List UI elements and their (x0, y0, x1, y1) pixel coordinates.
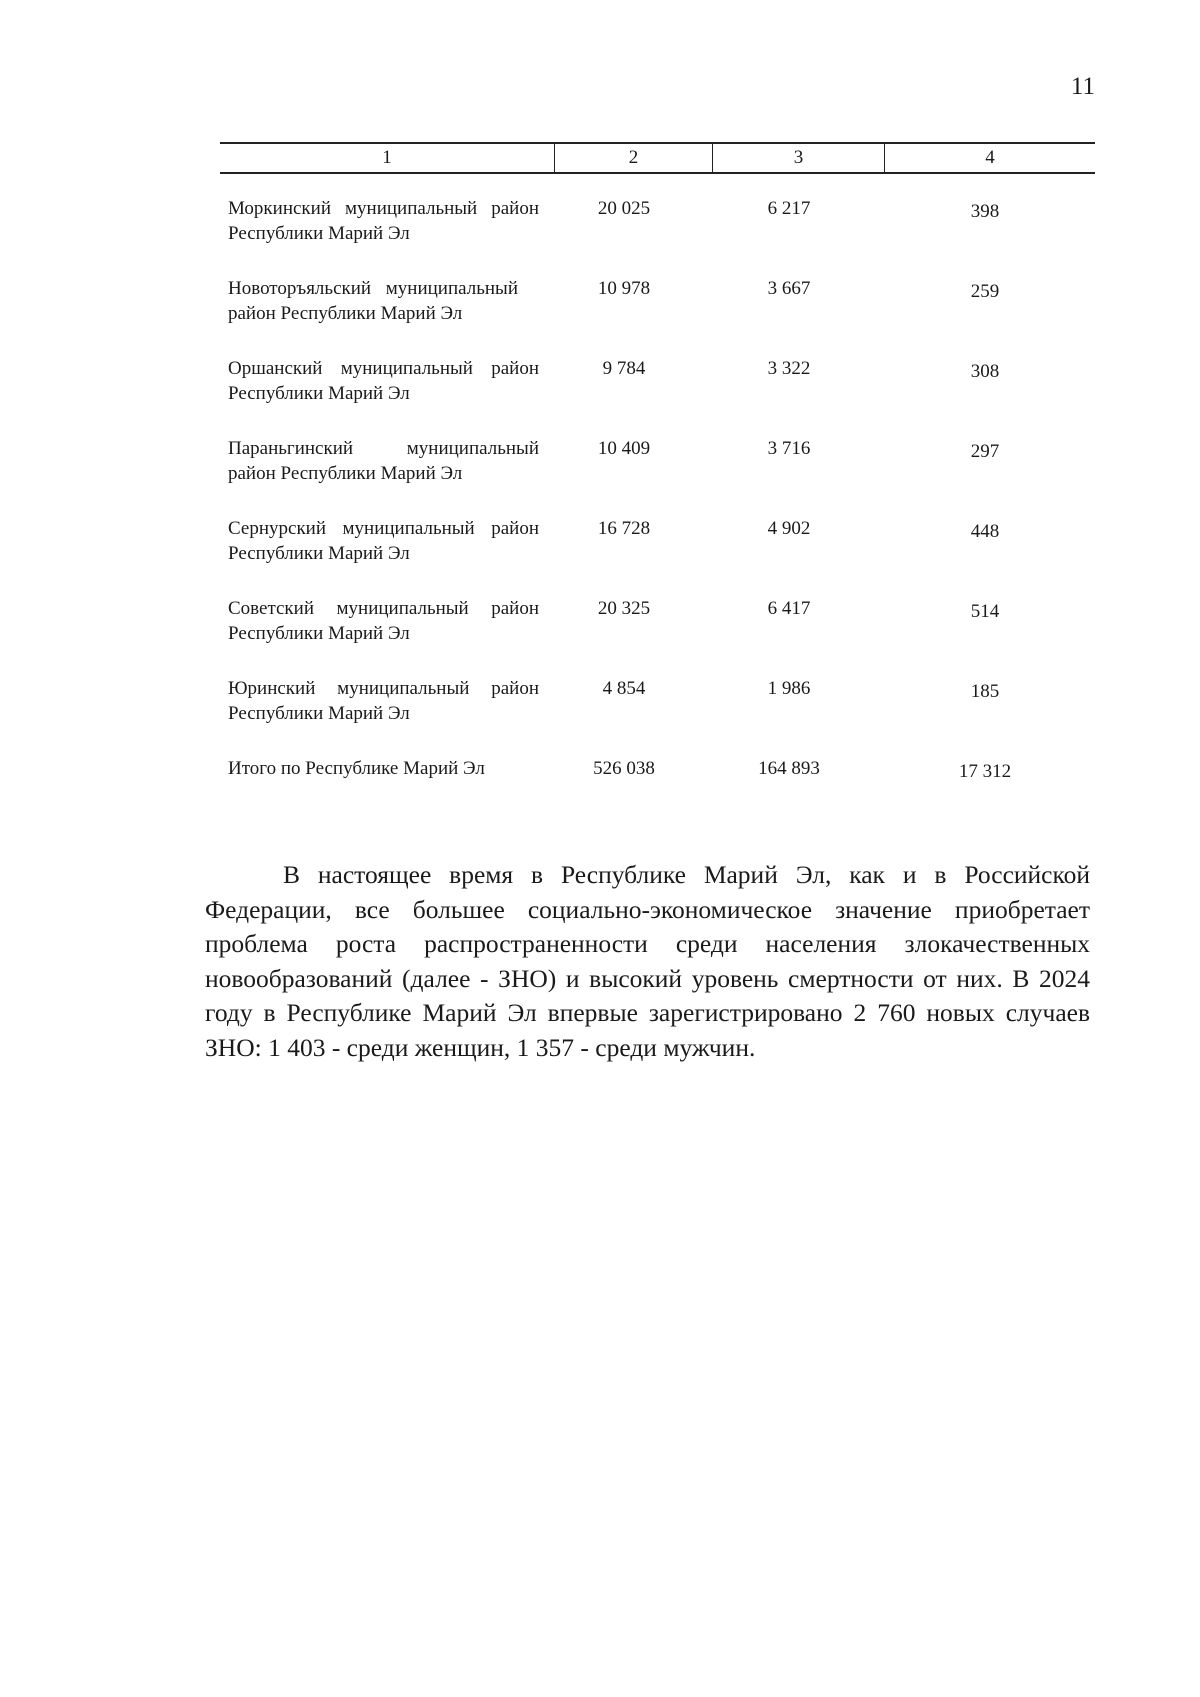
table-row (228, 516, 1095, 566)
page-number: 11 (1070, 73, 1095, 100)
value-col2: 10 409 (597, 438, 651, 459)
district-name: Оршанский муниципальный район Республики Марий Эл (228, 358, 539, 404)
value-col3: 6 217 (767, 198, 811, 219)
table-row (228, 196, 1095, 246)
table-header-col4: 4 (985, 147, 995, 168)
district-name: Сернурский муниципальный район Республики Марий Эл (228, 518, 539, 564)
total-label: Итого по Республике Марий Эл (228, 758, 485, 779)
value-col3: 4 902 (767, 518, 811, 539)
value-col4: 308 (970, 361, 1000, 382)
table-header-col1: 1 (220, 144, 555, 172)
value-col3: 1 986 (767, 678, 811, 699)
value-col2: 20 325 (597, 598, 651, 619)
total-col2: 526 038 (593, 758, 655, 779)
value-col3: 6 417 (767, 598, 811, 619)
district-name: Моркинский муниципальный район Республики Марий Эл (228, 198, 539, 244)
value-col3: 3 716 (767, 438, 811, 459)
table-row (228, 356, 1095, 406)
table-row-total (228, 756, 1095, 784)
table-header-col2: 2 (555, 144, 713, 172)
value-col2: 4 854 (602, 678, 646, 699)
body-paragraph: В настоящее время в Республике Марий Эл, как и в Российской Федерации, все большее социально-экономическое значение приобретает проблема роста распространенности среди населения злокачественных новообразований (далее - ЗНО) и высокий уровень смертности от них. В 2024 году в Республике Марий Эл впервые зарегистрировано 2 760 новых случаев ЗНО: 1 403 - среди женщин, 1 357 - среди мужчин. (205, 860, 1090, 1062)
value-col2: 20 025 (597, 198, 651, 219)
value-col4: 514 (970, 601, 1000, 622)
table-header-col3: 3 (713, 144, 885, 172)
value-col4: 259 (970, 281, 1000, 302)
district-name: Юринский муниципальный район Республики Марий Эл (228, 678, 539, 724)
total-col3: 164 893 (758, 758, 820, 779)
district-name: Новоторъяльский муниципальный район Республики Марий Эл (228, 278, 518, 324)
table-row (228, 436, 1095, 486)
table-header-row (220, 142, 1095, 174)
value-col4: 448 (970, 521, 1000, 542)
value-col2: 10 978 (597, 278, 651, 299)
value-col3: 3 667 (767, 278, 811, 299)
value-col4: 297 (970, 441, 1000, 462)
value-col2: 16 728 (597, 518, 651, 539)
value-col2: 9 784 (602, 358, 646, 379)
total-col4: 17 312 (958, 761, 1012, 782)
table-row (228, 596, 1095, 646)
value-col4: 398 (970, 201, 1000, 222)
table-body (228, 196, 1095, 814)
district-name: Советский муниципальный район Республики Марий Эл (228, 598, 539, 644)
district-name: Параньгинский муниципальный район Республики Марий Эл (228, 438, 539, 484)
table-row (228, 276, 1095, 326)
table-row (228, 676, 1095, 726)
value-col3: 3 322 (767, 358, 811, 379)
value-col4: 185 (970, 681, 1000, 702)
